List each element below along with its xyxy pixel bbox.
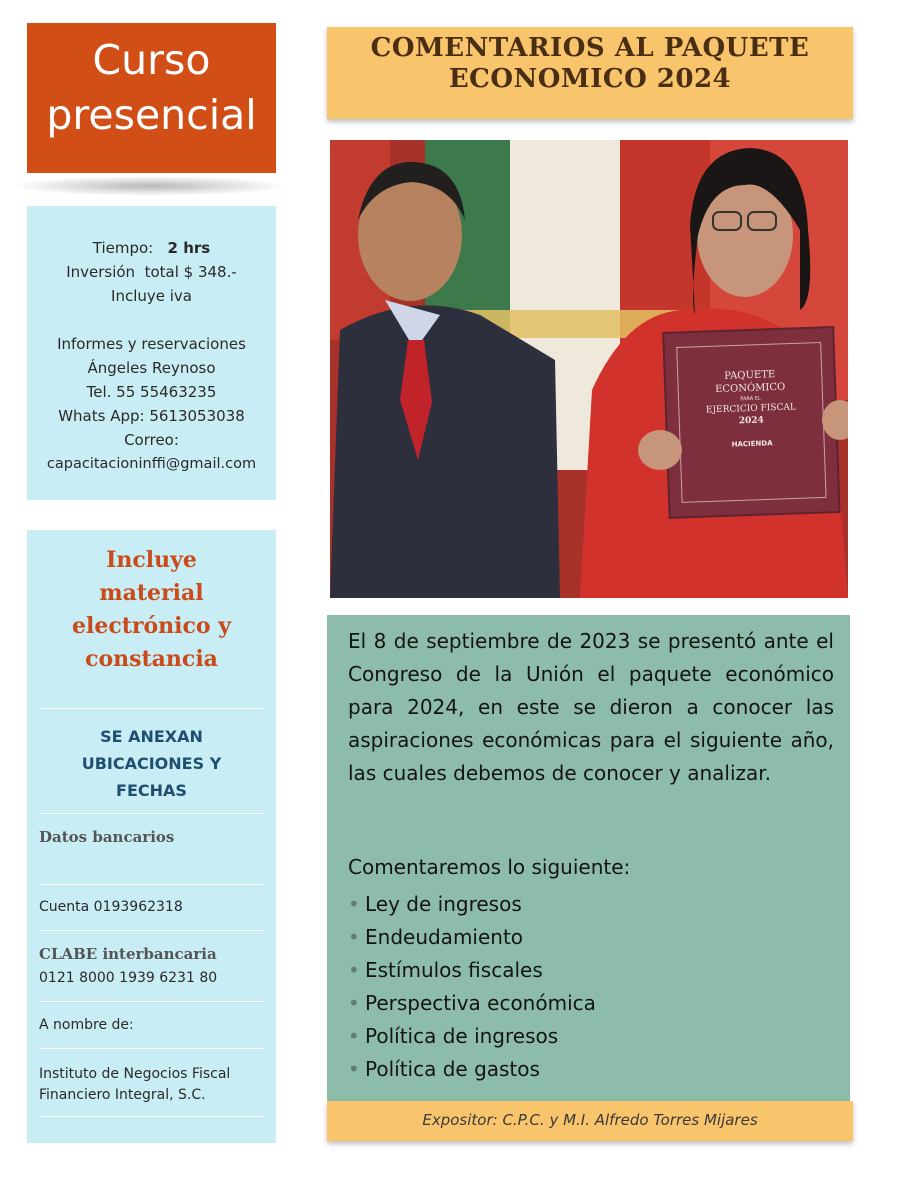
title-line-2: ECONOMICO 2024 bbox=[448, 64, 732, 94]
tiempo-value: 2 hrs bbox=[167, 239, 211, 257]
folder-brand: HACIENDA bbox=[731, 439, 773, 449]
locations-line-2: UBICACIONES Y bbox=[81, 754, 222, 773]
phone: Tel. 55 55463235 bbox=[86, 383, 217, 401]
topic-label: Endeudamiento bbox=[365, 925, 524, 949]
divider bbox=[39, 884, 264, 885]
bullet-icon: • bbox=[348, 1024, 360, 1048]
divider bbox=[39, 813, 264, 814]
topic-label: Ley de ingresos bbox=[365, 892, 522, 916]
account-holder bbox=[39, 1064, 264, 1106]
includes-heading bbox=[27, 544, 276, 676]
list-item bbox=[348, 921, 596, 954]
divider bbox=[39, 1001, 264, 1002]
photo-illustration bbox=[330, 140, 848, 598]
badge-line-1: Curso bbox=[92, 36, 211, 84]
iva-note: Incluye iva bbox=[111, 287, 192, 305]
clabe-number: 0121 8000 1939 6231 80 bbox=[39, 970, 218, 986]
correo-label: Correo: bbox=[124, 431, 179, 449]
details-panel bbox=[27, 530, 276, 1143]
divider bbox=[39, 1048, 264, 1049]
list-item bbox=[348, 1020, 596, 1053]
locations-note bbox=[27, 723, 276, 804]
informes-heading: Informes y reservaciones bbox=[57, 335, 246, 353]
description-paragraph: El 8 de septiembre de 2023 se presentó ante el Congreso de la Unión el paquete económico para 2024, en este se dieron a conocer las aspiraciones económicas para el siguiente año, las cuales debemos de conocer y analizar. bbox=[348, 629, 834, 785]
bank-data-heading: Datos bancarios bbox=[39, 828, 175, 846]
locations-line-3: FECHAS bbox=[116, 781, 187, 800]
list-item bbox=[348, 954, 596, 987]
bullet-icon: • bbox=[348, 958, 360, 982]
bullet-icon: • bbox=[348, 1057, 360, 1081]
list-item bbox=[348, 987, 596, 1020]
tiempo-label: Tiempo: bbox=[92, 239, 154, 257]
folder-line-5: 2024 bbox=[738, 415, 765, 427]
topic-label: Política de ingresos bbox=[365, 1024, 559, 1048]
list-item bbox=[348, 888, 596, 921]
includes-line-2: material bbox=[99, 580, 204, 606]
page-title bbox=[327, 27, 853, 119]
badge-shadow bbox=[10, 176, 290, 196]
clabe-label: CLABE interbancaria bbox=[39, 945, 217, 963]
topics-heading: Comentaremos lo siguiente: bbox=[348, 855, 631, 879]
account-holder-line-1: Instituto de Negocios Fiscal bbox=[39, 1066, 231, 1082]
course-type-badge bbox=[27, 23, 276, 173]
bullet-icon: • bbox=[348, 892, 360, 916]
divider bbox=[39, 930, 264, 931]
topic-label: Política de gastos bbox=[365, 1057, 540, 1081]
badge-line-2: presencial bbox=[46, 91, 257, 139]
includes-line-3: electrónico y bbox=[71, 613, 232, 639]
inversion: Inversión total $ 348.- bbox=[66, 263, 237, 281]
contact-name: Ángeles Reynoso bbox=[87, 359, 216, 377]
topic-label: Estímulos fiscales bbox=[365, 958, 543, 982]
folder bbox=[663, 327, 839, 518]
locations-line-1: SE ANEXAN bbox=[100, 727, 203, 746]
description-panel bbox=[327, 615, 850, 1105]
bullet-icon: • bbox=[348, 925, 360, 949]
whatsapp: Whats App: 5613053038 bbox=[58, 407, 245, 425]
topics-list bbox=[348, 888, 596, 1086]
title-line-1: COMENTARIOS AL PAQUETE bbox=[370, 33, 810, 63]
info-panel bbox=[27, 206, 276, 500]
list-item bbox=[348, 1053, 596, 1086]
event-photo bbox=[330, 140, 848, 598]
divider bbox=[39, 708, 264, 709]
folder-line-2: ECONÓMICO bbox=[714, 381, 786, 396]
folder-line-1: PAQUETE bbox=[724, 369, 776, 382]
account-holder-line-2: Financiero Integral, S.C. bbox=[39, 1087, 206, 1103]
includes-line-4: constancia bbox=[85, 646, 218, 672]
email-address[interactable]: capacitacioninffi@gmail.com bbox=[46, 456, 257, 472]
folder-line-4: EJERCICIO FISCAL bbox=[705, 402, 797, 416]
speaker-banner: Expositor: C.P.C. y M.I. Alfredo Torres Mijares bbox=[327, 1101, 853, 1141]
tiempo-row bbox=[27, 236, 276, 260]
account-number: Cuenta 0193962318 bbox=[39, 899, 183, 915]
topic-label: Perspectiva económica bbox=[365, 991, 596, 1015]
includes-line-1: Incluye bbox=[106, 547, 197, 573]
divider bbox=[39, 1116, 264, 1117]
folder-line-3: PARA EL bbox=[740, 395, 761, 403]
bullet-icon: • bbox=[348, 991, 360, 1015]
account-holder-label: A nombre de: bbox=[39, 1017, 134, 1033]
